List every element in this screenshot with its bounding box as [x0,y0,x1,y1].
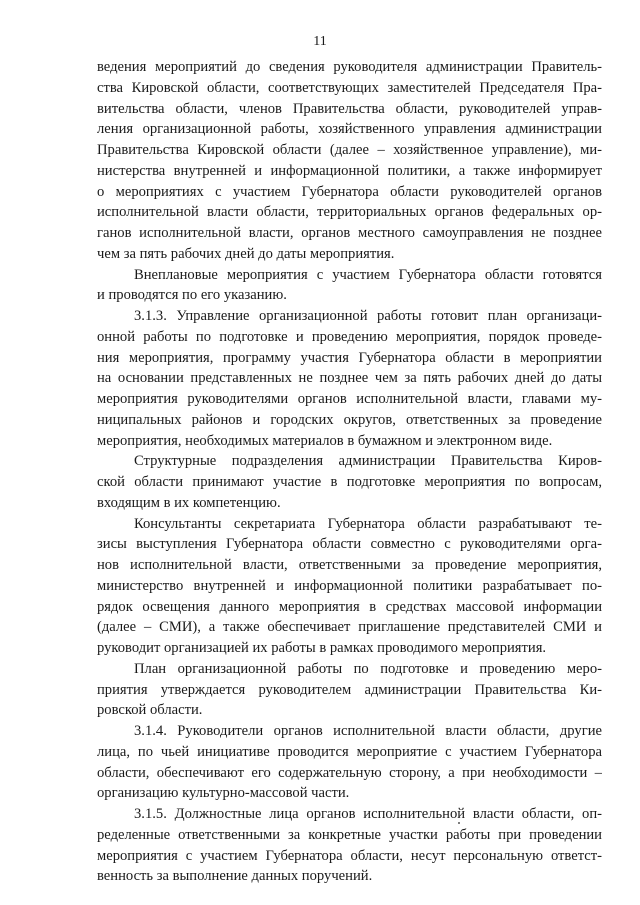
text-line: венность за выполнение данных поручений. [97,868,373,885]
text-line: ганов исполнительной власти, органов местного самоуправления не позднее [97,225,602,241]
paragraph [97,265,602,307]
text-line: и проводятся по его указанию. [97,287,287,304]
text-line: ровской области. [97,702,203,719]
text-line: чем за пять рабочих дней до даты мероприятия. [97,245,395,262]
paragraph [97,451,602,513]
text-line: Структурные подразделения администрации Правительства Киров- [134,453,602,470]
text-line: 3.1.5. Должностные лица органов исполнительной власти области, оп- [134,806,602,822]
text-line: приятия утверждается руководителем администрации Правительства Ки- [97,681,602,698]
text-line: онной работы по подготовке и проведению мероприятия, порядок проведе- [97,328,602,345]
text-line: о мероприятиях с участием Губернатора области руководителей органов [97,183,602,200]
text-line: исполнительной власти области, территориальных органов федеральных ор- [97,204,602,221]
text-line: Консультанты секретариата Губернатора области разрабатывают те- [134,515,602,532]
text-line: мероприятия, необходимых материалов в бумажном и электронном виде. [97,432,553,449]
paragraph [97,804,602,887]
text-line: области, обеспечивают его содержательную сторону, а при необходимости – [97,764,602,781]
text-line: ния мероприятия, программу участия Губернатора области в мероприятии [97,349,602,366]
text-line: нов исполнительной власти, ответственными за проведение мероприятия, [97,557,602,573]
text-line: ниципальных районов и городских округов, ответственных за проведение [97,411,602,428]
paragraph [97,721,602,804]
scan-speck [458,822,460,824]
text-line: ведения мероприятий до сведения руководителя администрации Правитель- [97,59,602,75]
text-line: (далее – СМИ), а также обеспечивает приглашение представителей СМИ и [97,619,602,636]
text-line: зисы выступления Губернатора области совместно с руководителями орга- [97,536,602,553]
text-line: нистерства внутренней и информационной политики, а также информирует [97,162,602,179]
page-number: 11 [313,34,327,49]
text-line: План организационной работы по подготовке и проведению меро- [134,660,602,677]
text-line: Внеплановые мероприятия с участием Губернатора области готовятся [134,266,602,283]
text-line: ства Кировской области, соответствующих заместителей Председателя Пра- [97,79,602,96]
document-body [97,57,602,887]
text-line: входящим в их компетенцию. [97,494,281,511]
text-line: ления организационной работы, хозяйственного управления администрации [97,121,602,138]
paragraph [97,306,602,451]
text-line: министерство внутренней и информационной политики разрабатывает по- [97,577,602,594]
text-line: рядок освещения данного мероприятия в средствах массовой информации [97,598,602,615]
text-line: организацию культурно-массовой части. [97,785,350,802]
text-line: 3.1.3. Управление организационной работы готовит план организаци- [134,308,602,324]
text-line: лица, по чьей инициативе проводится мероприятие с участием Губернатора [97,743,602,760]
text-line: руководит организацией их работы в рамках проводимого мероприятия. [97,640,547,656]
paragraph [97,57,602,265]
paragraph [97,659,602,721]
text-line: мероприятия с участием Губернатора области, несут персональную ответст- [97,847,602,864]
paragraph [97,514,602,659]
text-line: вительства области, членов Правительства области, руководителей управ- [97,100,602,117]
text-line: 3.1.4. Руководители органов исполнительной власти области, другие [134,723,602,739]
text-line: ределенные ответственными за конкретные участки работы при проведении [97,826,602,843]
text-line: Правительства Кировской области (далее – хозяйственное управление), ми- [97,142,602,158]
text-line: мероприятия руководителями органов исполнительной власти, главами му- [97,391,602,407]
text-line: на основании представленных не позднее чем за пять рабочих дней до даты [97,370,602,387]
text-line: ской области принимают участие в подготовке мероприятия по вопросам, [97,474,602,490]
